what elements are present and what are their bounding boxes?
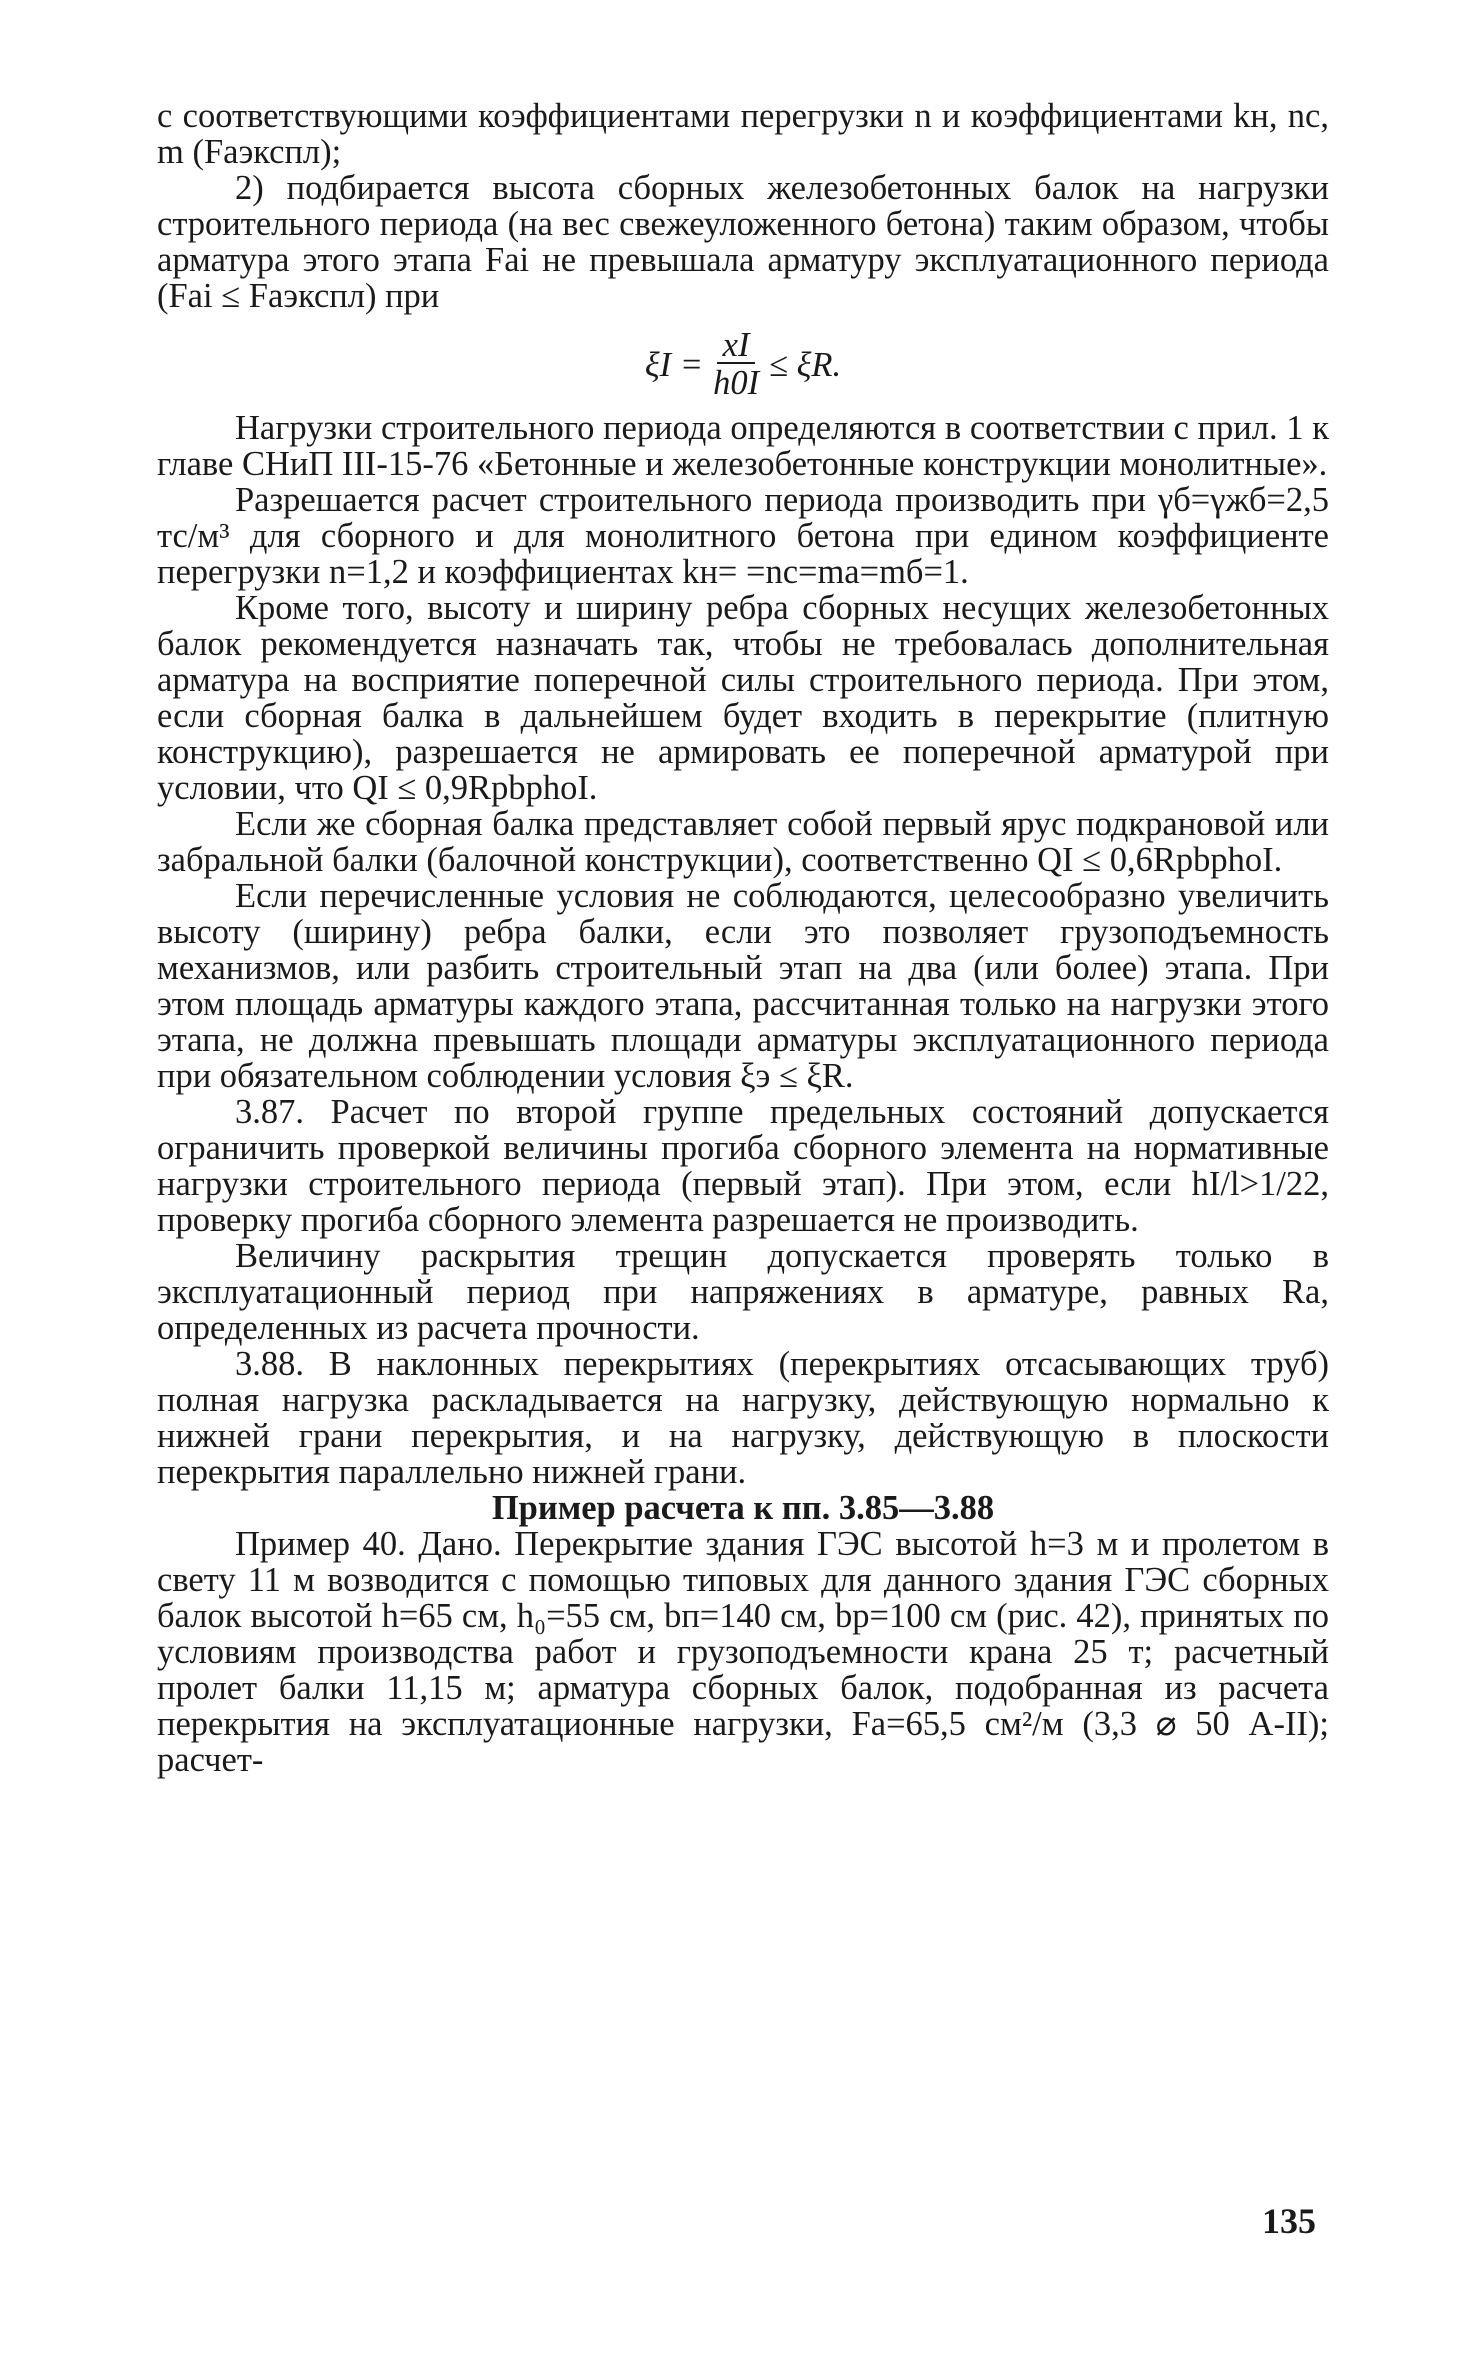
section-heading: Пример расчета к пп. 3.85—3.88	[491, 1489, 995, 1527]
formula-lhs: ξI =	[644, 346, 704, 384]
body-text	[157, 98, 1329, 1778]
paragraph-7: Если перечисленные условия не соблюдаются, целесообразно увеличить высоту (ширину) ребра балки, если это позволяет грузоподъемность механизмов, или разбить строительный этап на два (или более) этапа. При этом площадь арматуры каждого этапа, рассчитанная только на нагрузки этого этапа, не должна превышать площади арматуры эксплуатационного периода при обязательном соблюдении условия ξэ ≤ ξR.	[157, 877, 1329, 1095]
formula-denominator: h0I	[713, 364, 760, 402]
paragraph-9: Величину раскрытия трещин допускается проверять только в эксплуатационный период при напряжениях в арматуре, равных Rа, определенных из расчета прочности.	[157, 1237, 1329, 1347]
formula-fraction	[713, 328, 759, 402]
formula-rhs: ≤ ξR.	[769, 346, 842, 384]
paragraph-10: 3.88. В наклонных перекрытиях (перекрытиях отсасывающих труб) полная нагрузка раскладывается на нагрузку, действующую нормально к нижней грани перекрытия, и на нагрузку, действующую в плоскости перекрытия параллельно нижней грани.	[157, 1345, 1329, 1491]
formula-xi	[157, 314, 1329, 410]
paragraph-11: Пример 40. Дано. Перекрытие здания ГЭС высотой h=3 м и пролетом в свету 11 м возводится с помощью типовых для данного здания ГЭС сборных балок высотой h=65 см, h₀=55 см, bп=140 см, bр=100 см (рис. 42), принятых по условиям производства работ и грузоподъемности крана 25 т; расчетный пролет балки 11,15 м; арматура сборных балок, подобранная из расчета перекрытия на эксплуатационные нагрузки, Fа=65,5 см²/м (3,3 ⌀ 50 А-II); расчет-	[157, 1525, 1329, 1779]
paragraph-3: Нагрузки строительного периода определяются в соответствии с прил. 1 к главе СНиП III-15-76 «Бетонные и железобетонные конструкции монолитные».	[157, 409, 1329, 483]
paragraph-4: Разрешается расчет строительного периода производить при γб=γжб=2,5 тс/м³ для сборного и для монолитного бетона при едином коэффициенте перегрузки n=1,2 и коэффициентах kн= =nс=mа=mб=1.	[157, 481, 1329, 591]
page-number: 135	[1262, 2201, 1316, 2241]
paragraph-8: 3.87. Расчет по второй группе предельных состояний допускается ограничить проверкой величины прогиба сборного элемента на нормативные нагрузки строительного периода (первый этап). При этом, если hI/l>1/22, проверку прогиба сборного элемента разрешается не производить.	[157, 1093, 1329, 1239]
paragraph-2: 2) подбирается высота сборных железобетонных балок на нагрузки строительного периода (на вес свежеуложенного бетона) таким образом, чтобы арматура этого этапа Fаi не превышала арматуру эксплуатационного периода (Fаi ≤ Fаэкспл) при	[157, 169, 1329, 315]
formula-numerator: xI	[717, 328, 756, 364]
paragraph-6: Если же сборная балка представляет собой первый ярус подкрановой или забральной балки (балочной конструкции), соответственно QI ≤ 0,6RрbрhоI.	[157, 805, 1329, 879]
paragraph-1: с соответствующими коэффициентами перегрузки n и коэффициентами kн, nс, m (Fаэкспл);	[157, 97, 1329, 171]
paragraph-5: Кроме того, высоту и ширину ребра сборных несущих железобетонных балок рекомендуется назначать так, чтобы не требовалась дополнительная арматура на восприятие поперечной силы строительного периода. При этом, если сборная балка в дальнейшем будет входить в перекрытие (плитную конструкцию), разрешается не армировать ее поперечной арматурой при условии, что QI ≤ 0,9RрbрhоI.	[157, 589, 1329, 807]
